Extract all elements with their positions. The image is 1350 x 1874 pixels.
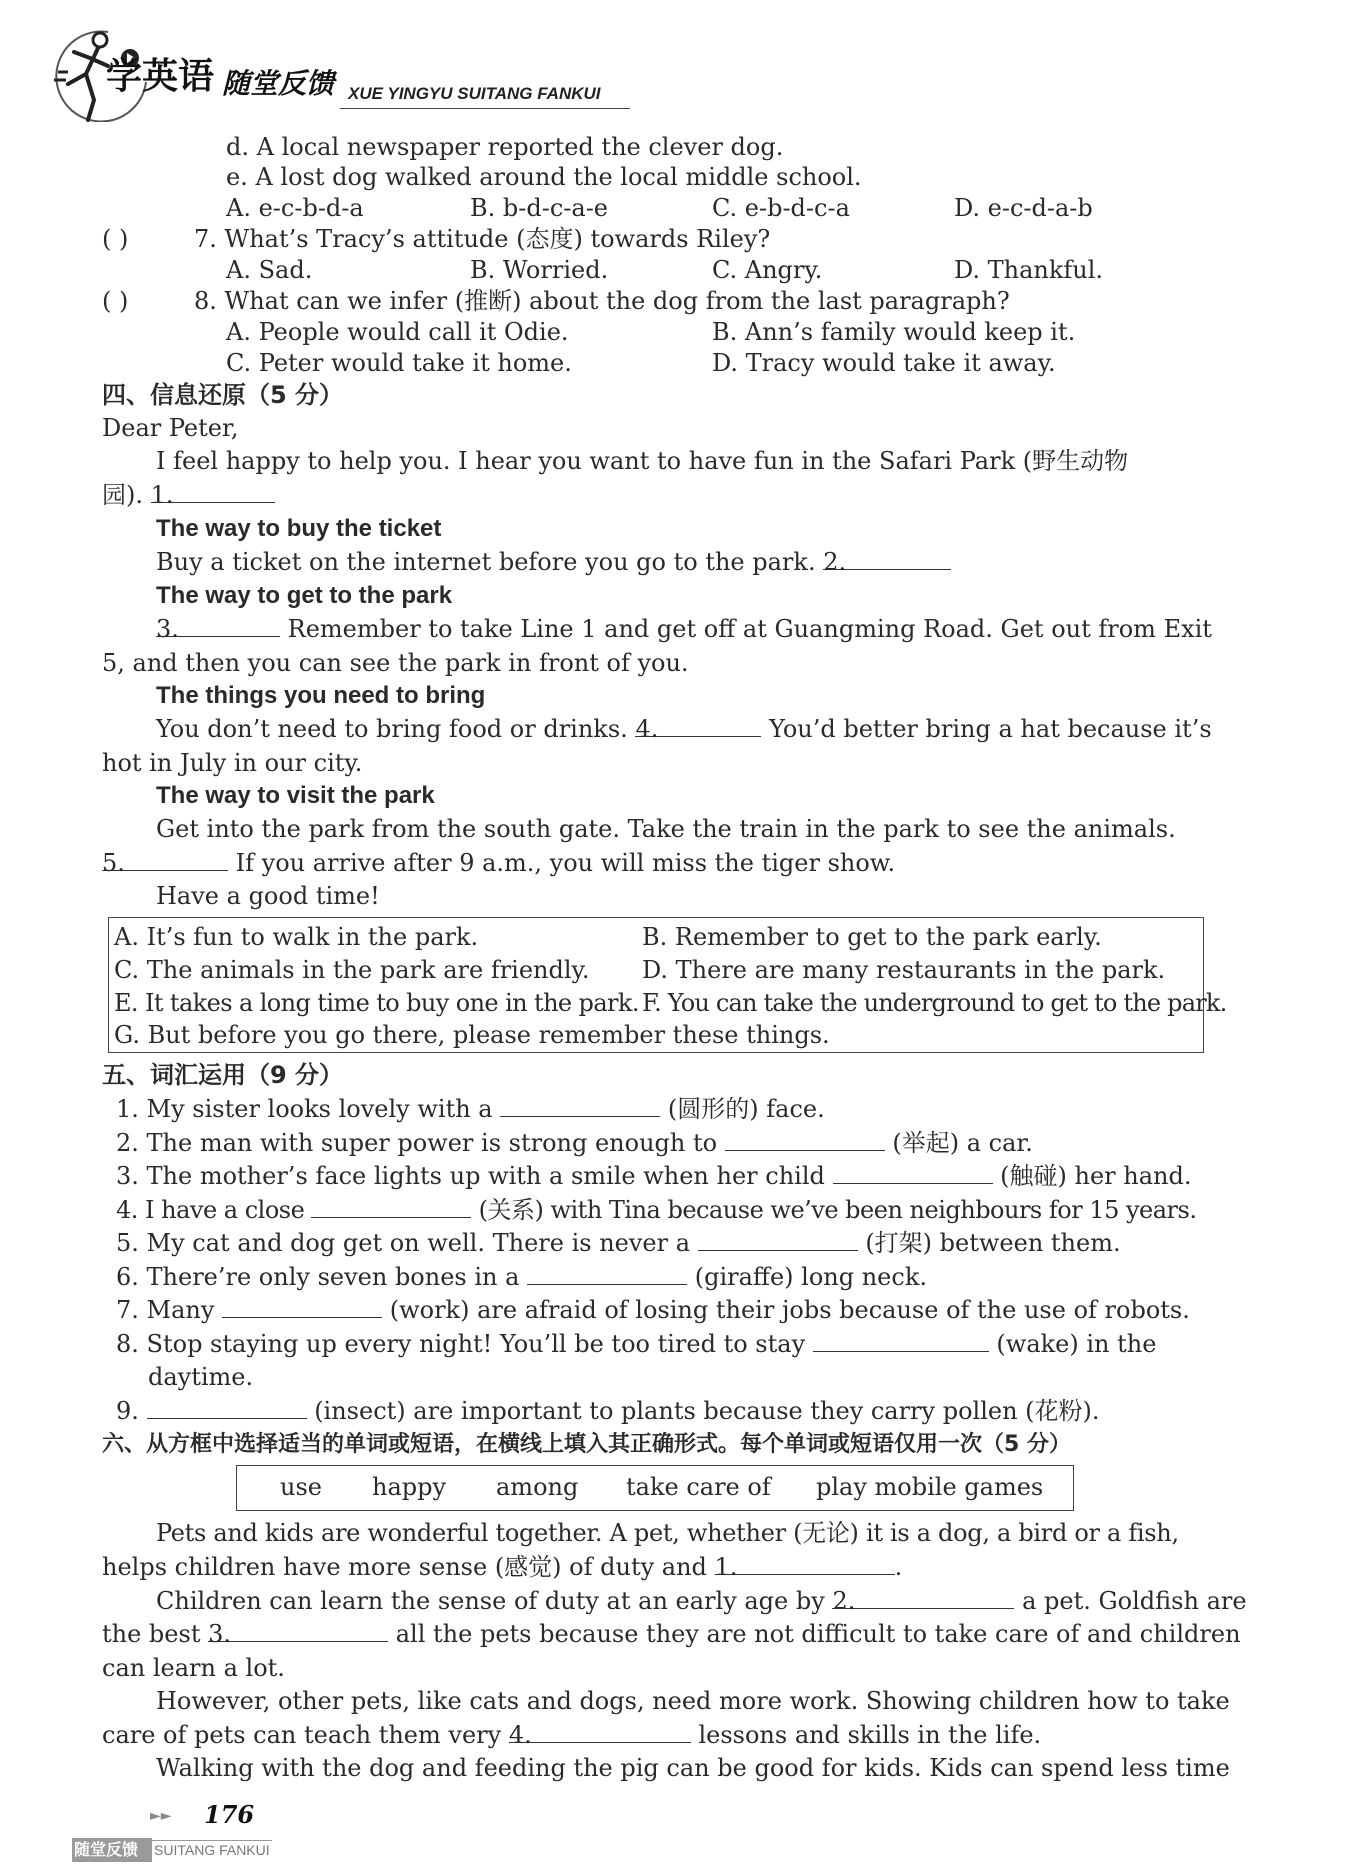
section6-word-play-mobile-games: play mobile games	[816, 1473, 1044, 1501]
section4-option-e: E. It takes a long time to buy one in the park.	[114, 989, 639, 1017]
section5-blank-9[interactable]	[147, 1396, 307, 1419]
section6-blank-2[interactable]: 2.	[832, 1586, 1014, 1609]
header-logo-main: 学英语	[106, 56, 215, 97]
section5-blank-5[interactable]	[698, 1228, 858, 1251]
q8-answer-paren[interactable]: ( )	[102, 287, 129, 315]
q6-choice-d[interactable]: D. e-c-d-a-b	[954, 194, 1093, 222]
footer-arrow-icon: ►►	[150, 1808, 172, 1824]
q8-choice-c[interactable]: C. Peter would take it home.	[226, 349, 572, 377]
section4-option-g: G. But before you go there, please remember these things.	[114, 1021, 830, 1049]
q7-choice-d[interactable]: D. Thankful.	[954, 256, 1104, 284]
q7-answer-paren[interactable]: ( )	[102, 225, 129, 253]
section4-option-c: C. The animals in the park are friendly.	[114, 956, 590, 984]
section6-p4-line1: Walking with the dog and feeding the pig can be good for kids. Kids can spend less time	[156, 1754, 1230, 1782]
header-rule	[340, 108, 630, 109]
section5-blank-8[interactable]	[813, 1329, 989, 1352]
section4-heading-ticket: The way to buy the ticket	[156, 515, 442, 542]
blank-1[interactable]: 1.	[151, 480, 275, 503]
section5-item-9: 9. (insect) are important to plants because they carry pollen (花粉).	[116, 1397, 1100, 1425]
section4-heading-visit: The way to visit the park	[156, 782, 435, 809]
footer-label-en: SUITANG FANKUI	[154, 1842, 270, 1858]
header-logo-pinyin: XUE YINGYU SUITANG FANKUI	[348, 84, 601, 103]
section6-word-use: use	[280, 1473, 322, 1501]
section4-p5-line1: Get into the park from the south gate. Take the train in the park to see the animals.	[156, 815, 1176, 843]
q7-choice-a[interactable]: A. Sad.	[226, 256, 313, 284]
section4-p2: Buy a ticket on the internet before you go to the park. 2.	[156, 547, 951, 577]
section5-item-4: 4. I have a close (关系) with Tina because we’ve been neighbours for 15 years.	[116, 1196, 1197, 1224]
q8-choice-a[interactable]: A. People would call it Odie.	[226, 318, 569, 346]
section4-p5-line2: 5. If you arrive after 9 a.m., you will miss the tiger show.	[102, 849, 896, 877]
section5-item-2: 2. The man with super power is strong enough to (举起) a car.	[116, 1129, 1033, 1157]
section4-p3-line2: 5, and then you can see the park in front of you.	[102, 649, 689, 677]
page-number: 176	[204, 1800, 255, 1829]
section5-item-8-cont: daytime.	[148, 1363, 254, 1391]
section6-p2-line3: can learn a lot.	[102, 1654, 285, 1682]
section4-heading-getto: The way to get to the park	[156, 582, 453, 609]
q8-choice-b[interactable]: B. Ann’s family would keep it.	[712, 318, 1076, 346]
section6-word-among: among	[496, 1473, 579, 1501]
blank-3[interactable]: 3.	[156, 614, 280, 637]
section4-p1-line1: I feel happy to help you. I hear you want to have fun in the Safari Park (野生动物	[156, 447, 1129, 475]
section5-item-3: 3. The mother’s face lights up with a smile when her child (触碰) her hand.	[116, 1162, 1192, 1190]
section6-p1-line1: Pets and kids are wonderful together. A pet, whether (无论) it is a dog, a bird or a fish,	[156, 1519, 1179, 1547]
section6-p2-line1: Children can learn the sense of duty at an early age by 2. a pet. Goldfish are	[156, 1587, 1247, 1615]
q7-choice-c[interactable]: C. Angry.	[712, 256, 823, 284]
blank-2[interactable]: 2.	[823, 547, 951, 570]
section6-p3-line2: care of pets can teach them very 4. lessons and skills in the life.	[102, 1721, 1042, 1749]
section6-blank-4[interactable]: 4.	[509, 1720, 691, 1743]
section6-blank-3[interactable]: 3.	[208, 1619, 388, 1642]
q6-choice-c[interactable]: C. e-b-d-c-a	[712, 194, 850, 222]
q6-option-d: d. A local newspaper reported the clever dog.	[226, 133, 784, 161]
section5-item-6: 6. There’re only seven bones in a (giraffe) long neck.	[116, 1263, 927, 1291]
section4-option-a: A. It’s fun to walk in the park.	[114, 923, 479, 951]
section5-blank-4[interactable]	[311, 1195, 471, 1218]
q6-option-e: e. A lost dog walked around the local middle school.	[226, 163, 862, 191]
section5-blank-7[interactable]	[222, 1295, 382, 1318]
section5-title: 五、词汇运用（9 分）	[102, 1061, 344, 1089]
q6-choice-b[interactable]: B. b-d-c-a-e	[470, 194, 609, 222]
section6-p1-line2: helps children have more sense (感觉) of duty and 1. .	[102, 1553, 903, 1581]
blank-5[interactable]: 5.	[102, 848, 228, 871]
q8-choice-d[interactable]: D. Tracy would take it away.	[712, 349, 1056, 377]
section4-p4-line2: hot in July in our city.	[102, 749, 363, 777]
q8-stem: 8. What can we infer (推断) about the dog from the last paragraph?	[194, 287, 1010, 315]
section5-item-1: 1. My sister looks lovely with a (圆形的) face.	[116, 1095, 825, 1123]
section5-item-5: 5. My cat and dog get on well. There is never a (打架) between them.	[116, 1229, 1121, 1257]
section4-greeting: Dear Peter,	[102, 414, 239, 442]
header-logo-sub: 随堂反馈	[222, 67, 335, 100]
section5-item-8: 8. Stop staying up every night! You’ll be too tired to stay (wake) in the	[116, 1330, 1157, 1358]
section5-item-7: 7. Many (work) are afraid of losing their jobs because of the use of robots.	[116, 1296, 1190, 1324]
section5-blank-6[interactable]	[527, 1262, 687, 1285]
section4-p1-line2: 园). 1.	[102, 480, 275, 510]
section4-option-b: B. Remember to get to the park early.	[642, 923, 1102, 951]
section4-option-d: D. There are many restaurants in the park.	[642, 956, 1166, 984]
section4-closing: Have a good time!	[156, 882, 380, 910]
section4-p4-line1: You don’t need to bring food or drinks. 4. You’d better bring a hat because it’s	[156, 715, 1212, 743]
section4-p3-line1: 3. Remember to take Line 1 and get off at Guangming Road. Get out from Exit	[156, 615, 1212, 643]
section5-blank-1[interactable]	[500, 1094, 660, 1117]
section4-heading-bring: The things you need to bring	[156, 682, 486, 709]
section6-word-happy: happy	[372, 1473, 447, 1501]
section6-p2-line2: the best 3. all the pets because they are not difficult to take care of and children	[102, 1620, 1241, 1648]
q6-choice-a[interactable]: A. e-c-b-d-a	[226, 194, 364, 222]
section4-title: 四、信息还原（5 分）	[102, 381, 344, 409]
section5-blank-3[interactable]	[833, 1161, 993, 1184]
blank-4[interactable]: 4.	[635, 714, 761, 737]
q7-choice-b[interactable]: B. Worried.	[470, 256, 609, 284]
section6-blank-1[interactable]: 1.	[715, 1552, 895, 1575]
section4-option-f: F. You can take the underground to get to the park.	[642, 989, 1227, 1017]
footer-label-cn: 随堂反馈	[74, 1840, 139, 1859]
q7-stem: 7. What’s Tracy’s attitude (态度) towards Riley?	[194, 225, 771, 253]
section6-title: 六、从方框中选择适当的单词或短语，在横线上填入其正确形式。每个单词或短语仅用一次（5 分）	[102, 1432, 1071, 1457]
section5-blank-2[interactable]	[725, 1128, 885, 1151]
section6-p3-line1: However, other pets, like cats and dogs, need more work. Showing children how to take	[156, 1687, 1230, 1715]
section6-word-take-care-of: take care of	[626, 1473, 771, 1501]
